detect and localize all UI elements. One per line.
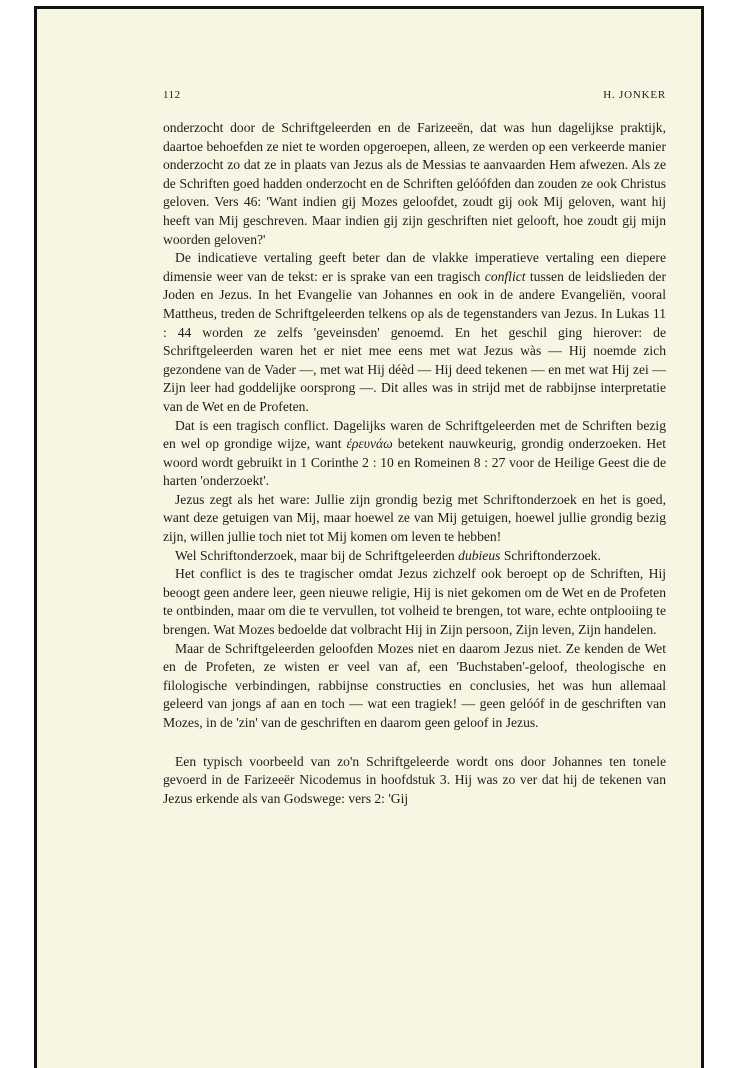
page-number: 112	[163, 89, 181, 101]
text-span: onderzocht door de Schriftgeleerden en de Farizeeën, dat was hun dagelijkse praktijk, daartoe behoefden ze niet te worden opgeroepen, alleen, ze werden op een verkeerde manier onderzocht zo dat ze in plaats van Jezus als de Messias te aanvaarden Hem afwezen. Als ze de Schriften goed hadden onderzocht en de Schriften gelóófden dan zouden ze ook Christus geloven. Vers 46: 'Want indien gij Mozes geloofdet, zoudt gij ook Mij geloven, want hij heeft van Mij geschreven. Maar indien gij zijn geschriften niet gelooft, hoe zoudt gij mijn woorden geloven?'	[163, 120, 666, 247]
page-header	[163, 89, 666, 105]
paragraph	[163, 565, 666, 639]
text-span: Het conflict is des te tragischer omdat Jezus zichzelf ook beroept op de Schriften, Hij beoogt geen andere leer, geen nieuwe religie, Hij is niet gekomen om de Wet en de Profeten te ontbinden, maar om die te vervullen, tot volheid te brengen, tot ware, echte ontplooiing te brengen. Wat Mozes bedoelde dat volbracht Hij in Zijn persoon, Zijn leven, Zijn handelen.	[163, 566, 666, 638]
paragraph	[163, 119, 666, 249]
italic-term: conflict	[484, 268, 526, 284]
text-span: De indicatieve vertaling geeft beter dan de vlakke imperatieve vertaling een diepere dimensie weer van de tekst: er is sprake van een tragisch	[163, 250, 666, 284]
paragraph	[163, 491, 666, 547]
paragraph	[163, 547, 666, 566]
running-head: H. JONKER	[603, 89, 666, 101]
paragraph	[163, 417, 666, 491]
text-span: betekent nauwkeurig, grondig onderzoeken. Het woord wordt gebruikt in 1 Corinthe 2 : 10 en Romeinen 8 : 27 voor de Heilige Geest die de harten 'onderzoekt'.	[163, 436, 666, 489]
greek-term: ἐρευνάω	[346, 436, 393, 452]
text-span: Jezus zegt als het ware: Jullie zijn grondig bezig met Schriftonderzoek en het is goed, want deze getuigen van Mij, maar hoewel ze van Mij getuigen, hoewel jullie grondig bezig zijn, willen jullie toch niet tot Mij komen om leven te hebben!	[163, 491, 666, 545]
text-span: Maar de Schriftgeleerden geloofden Mozes niet en daarom Jezus niet. Ze kenden de Wet en de Profeten, ze wisten er veel van af, een 'Buchstaben'-geloof, theologische en filologische verbindingen, rabbijnse constructies en conclusies, het was hun allemaal geleerd van jongs af aan en toch — wat een tragiek! — geen gelóóf in de geschriften van Mozes, in de 'zin' van de geschriften en daarom geen geloof in Jezus.	[163, 640, 666, 730]
text-span: tussen de leidslieden der Joden en Jezus. In het Evangelie van Johannes en ook in de andere Evangeliën, vooral Mattheus, treden de Schriftgeleerden telkens op als de tegenstanders van Jezus. In Lukas 11 : 44 worden ze zelfs 'geveinsden' genoemd. En het geschil ging hierover: de Schriftgeleerden waren het er niet mee eens met wat Jezus wàs — Hij noemde zich gezondene van de Vader —, met wat Hij déèd — Hij deed tekenen — en met wat Hij zei — Zijn leer had goddelijke oorsprong —. Dit alles was in strijd met de rabbijnse interpretatie van de Wet en de Profeten.	[163, 268, 666, 414]
italic-term: dubieus	[458, 547, 501, 563]
paragraph	[163, 249, 666, 416]
body-text	[163, 119, 666, 808]
text-span: Een typisch voorbeeld van zo'n Schriftgeleerde wordt ons door Johannes ten tonele gevoerd in de Farizeeër Nicodemus in hoofdstuk 3. Hij was zo ver dat hij de tekenen van Jezus erkende als van Godswege: vers 2: 'Gij	[163, 753, 666, 806]
paragraph	[163, 640, 666, 733]
text-span: Wel Schriftonderzoek, maar bij de Schriftgeleerden	[175, 547, 459, 563]
text-span: Dat is een tragisch conflict. Dagelijks waren de Schriftgeleerden met de Schriften bezig en wel op grondige wijze, want	[163, 417, 666, 452]
text-span: Schriftonderzoek.	[500, 547, 601, 563]
paragraph	[163, 753, 666, 809]
